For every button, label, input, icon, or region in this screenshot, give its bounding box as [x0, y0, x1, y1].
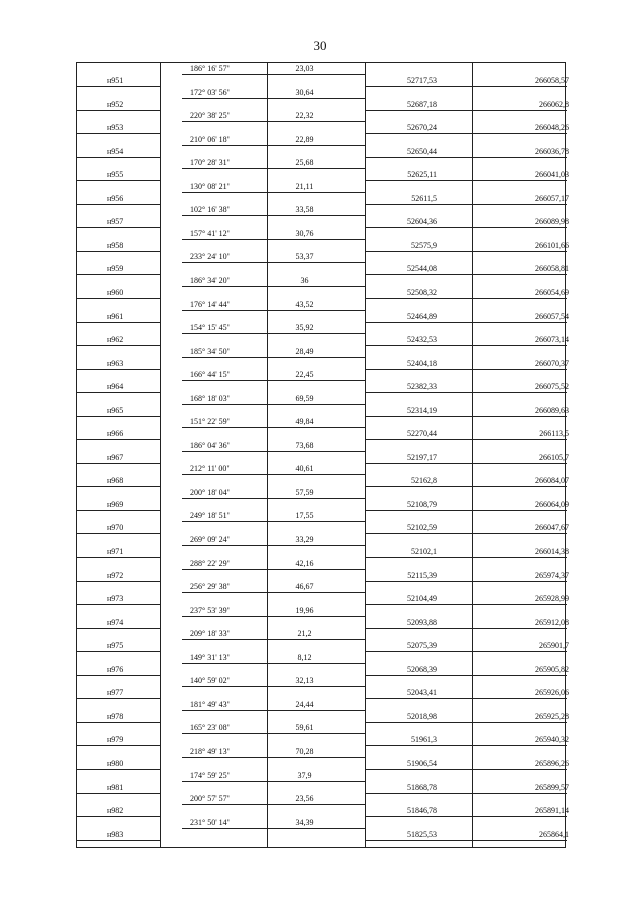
- bearing-angle: 102° 16' 38": [190, 205, 230, 215]
- point-label: н969: [107, 499, 124, 509]
- coordinate-x: 52575,9: [411, 240, 437, 250]
- row-rule: [365, 816, 567, 817]
- row-rule: [77, 439, 160, 440]
- row-rule: [182, 451, 365, 452]
- coordinate-x: 52670,24: [407, 123, 437, 133]
- coordinate-y: 266054,69: [535, 287, 569, 297]
- bearing-angle: 140° 59' 02": [190, 676, 230, 686]
- row-rule: [365, 110, 567, 111]
- page-number: 30: [313, 38, 327, 53]
- segment-length: 28,49: [295, 346, 314, 356]
- column-divider: [160, 63, 161, 847]
- segment-length: 33,29: [295, 535, 314, 544]
- row-rule: [365, 392, 567, 393]
- bearing-angle: 269° 09' 24": [190, 535, 230, 544]
- point-label: н979: [107, 735, 124, 745]
- point-label: н956: [107, 193, 124, 203]
- coordinate-x: 52104,49: [407, 594, 437, 604]
- row-rule: [77, 769, 160, 770]
- segment-length: 32,13: [295, 676, 314, 686]
- row-rule: [182, 74, 365, 75]
- bearing-angle: 130° 08' 21": [190, 181, 230, 191]
- row-rule: [365, 486, 567, 487]
- segment-length: 24,44: [295, 699, 314, 709]
- coordinate-y: 265912,08: [535, 617, 569, 627]
- bearing-angle: 149° 31' 13": [190, 652, 230, 662]
- row-rule: [77, 322, 160, 323]
- row-rule: [365, 416, 567, 417]
- row-rule: [365, 274, 567, 275]
- row-rule: [182, 663, 365, 664]
- point-label: н972: [107, 570, 124, 580]
- coordinate-x: 52018,98: [407, 711, 437, 721]
- row-rule: [365, 133, 567, 134]
- row-rule: [365, 793, 567, 794]
- row-rule: [77, 675, 160, 676]
- row-rule: [77, 345, 160, 346]
- row-rule: [365, 675, 567, 676]
- bearing-angle: 186° 34' 20": [190, 275, 230, 285]
- row-rule: [182, 710, 365, 711]
- point-label: н982: [107, 806, 124, 816]
- point-label: н980: [107, 758, 124, 768]
- row-rule: [182, 215, 365, 216]
- row-rule: [77, 628, 160, 629]
- row-rule: [365, 745, 567, 746]
- row-rule: [77, 298, 160, 299]
- coordinate-y: 266058,81: [535, 264, 569, 274]
- row-rule: [77, 86, 160, 87]
- coordinate-x: 52508,32: [407, 287, 437, 297]
- coordinate-x: 52102,1: [411, 547, 437, 556]
- coordinate-y: 266014,38: [535, 547, 569, 556]
- segment-length: 70,28: [295, 746, 314, 756]
- segment-length: 73,68: [295, 440, 314, 450]
- coordinate-x: 52102,59: [407, 523, 437, 533]
- bearing-angle: 157° 41' 12": [190, 228, 230, 238]
- coordinate-y: 266089,98: [535, 217, 569, 227]
- row-rule: [365, 439, 567, 440]
- coordinate-x: 52162,8: [411, 476, 437, 486]
- coordinate-x: 52068,39: [407, 664, 437, 674]
- row-rule: [182, 686, 365, 687]
- row-rule: [182, 121, 365, 122]
- segment-length: 17,55: [295, 511, 314, 521]
- coordinate-x: 52115,39: [407, 570, 437, 580]
- row-rule: [77, 722, 160, 723]
- segment-length: 22,89: [295, 134, 314, 144]
- row-rule: [182, 545, 365, 546]
- segment-length: 22,45: [295, 370, 314, 380]
- coordinate-y: 265926,06: [535, 688, 569, 698]
- coordinate-x: 52093,88: [407, 617, 437, 627]
- segment-length: 42,16: [295, 558, 314, 568]
- row-rule: [182, 98, 365, 99]
- coordinate-y: 266073,14: [535, 335, 569, 345]
- row-rule: [365, 322, 567, 323]
- point-label: н976: [107, 664, 124, 674]
- point-label: н968: [107, 476, 124, 486]
- coordinate-x: 52611,5: [411, 193, 437, 203]
- row-rule: [182, 781, 365, 782]
- coordinate-y: 266057,17: [535, 193, 569, 203]
- row-rule: [182, 380, 365, 381]
- point-label: н971: [107, 547, 124, 556]
- segment-length: 53,37: [295, 252, 314, 262]
- row-rule: [182, 239, 365, 240]
- bearing-angle: 220° 38' 25": [190, 111, 230, 121]
- segment-length: 8,12: [297, 652, 312, 662]
- row-rule: [77, 604, 160, 605]
- row-rule: [365, 251, 567, 252]
- coordinate-y: 265891,14: [535, 806, 569, 816]
- segment-length: 40,61: [295, 464, 314, 474]
- bearing-angle: 172° 03' 56": [190, 87, 230, 97]
- point-label: н978: [107, 711, 124, 721]
- bearing-angle: 249° 18' 51": [190, 511, 230, 521]
- row-rule: [182, 733, 365, 734]
- row-rule: [365, 651, 567, 652]
- row-rule: [182, 592, 365, 593]
- row-rule: [77, 533, 160, 534]
- point-label: н977: [107, 688, 124, 698]
- row-rule: [77, 227, 160, 228]
- row-rule: [182, 286, 365, 287]
- coordinate-x: 52544,08: [407, 264, 437, 274]
- coordinate-y: 265940,32: [535, 735, 569, 745]
- coordinate-y: 265901,7: [539, 641, 569, 651]
- row-rule: [182, 521, 365, 522]
- row-rule: [77, 793, 160, 794]
- segment-length: 37,9: [297, 770, 312, 780]
- survey-table: [76, 62, 569, 848]
- point-label: н966: [107, 429, 124, 439]
- bearing-angle: 176° 14' 44": [190, 299, 230, 309]
- row-rule: [365, 840, 567, 841]
- coordinate-y: 266036,78: [535, 146, 569, 156]
- coordinate-y: 266101,66: [535, 240, 569, 250]
- coordinate-y: 266089,63: [535, 405, 569, 415]
- point-label: н963: [107, 358, 124, 368]
- row-rule: [77, 651, 160, 652]
- coordinate-x: 52604,36: [407, 217, 437, 227]
- row-rule: [182, 262, 365, 263]
- point-label: н957: [107, 217, 124, 227]
- row-rule: [77, 180, 160, 181]
- coordinate-y: 266105,7: [539, 452, 569, 462]
- point-label: н958: [107, 240, 124, 250]
- segment-length: 49,84: [295, 417, 314, 427]
- row-rule: [77, 204, 160, 205]
- row-rule: [77, 557, 160, 558]
- point-label: н983: [107, 829, 124, 839]
- bearing-angle: 174° 59' 25": [190, 770, 230, 780]
- bearing-angle: 154° 15' 45": [190, 323, 230, 333]
- coordinate-y: 265899,57: [535, 782, 569, 792]
- bearing-angle: 186° 04' 36": [190, 440, 230, 450]
- bearing-angle: 165° 23' 08": [190, 723, 230, 733]
- coordinate-y: 266047,67: [535, 523, 569, 533]
- coordinate-x: 51961,3: [411, 735, 437, 745]
- coordinate-x: 52314,19: [407, 405, 437, 415]
- coordinate-y: 266057,54: [535, 311, 569, 321]
- point-label: н975: [107, 641, 124, 651]
- coordinate-x: 52717,53: [407, 76, 437, 85]
- coordinate-x: 52432,53: [407, 335, 437, 345]
- point-label: н953: [107, 123, 124, 133]
- row-rule: [365, 628, 567, 629]
- coordinate-x: 51825,53: [407, 829, 437, 839]
- row-rule: [182, 569, 365, 570]
- row-rule: [182, 310, 365, 311]
- row-rule: [365, 722, 567, 723]
- row-rule: [77, 157, 160, 158]
- segment-length: 30,64: [295, 87, 314, 97]
- coordinate-x: 51906,54: [407, 758, 437, 768]
- row-rule: [182, 192, 365, 193]
- point-label: н974: [107, 617, 124, 627]
- point-label: н961: [107, 311, 124, 321]
- coordinate-y: 266075,52: [535, 382, 569, 392]
- coordinate-y: 265974,37: [535, 570, 569, 580]
- bearing-angle: 170° 28' 31": [190, 158, 230, 168]
- segment-length: 59,61: [295, 723, 314, 733]
- segment-length: 21,2: [297, 629, 312, 639]
- row-rule: [365, 769, 567, 770]
- segment-length: 19,96: [295, 605, 314, 615]
- row-rule: [365, 581, 567, 582]
- point-label: н951: [107, 76, 124, 85]
- point-label: н960: [107, 287, 124, 297]
- coordinate-y: 266058,57: [535, 76, 569, 85]
- row-rule: [365, 204, 567, 205]
- coordinate-x: 52075,39: [407, 641, 437, 651]
- row-rule: [182, 404, 365, 405]
- row-rule: [182, 333, 365, 334]
- coordinate-x: 52382,33: [407, 382, 437, 392]
- segment-length: 33,58: [295, 205, 314, 215]
- row-rule: [182, 757, 365, 758]
- row-rule: [365, 604, 567, 605]
- coordinate-y: 265928,99: [535, 594, 569, 604]
- point-label: н955: [107, 170, 124, 180]
- coordinate-x: 52404,18: [407, 358, 437, 368]
- bearing-angle: 200° 18' 04": [190, 487, 230, 497]
- segment-length: 69,59: [295, 393, 314, 403]
- row-rule: [77, 698, 160, 699]
- point-label: н962: [107, 335, 124, 345]
- row-rule: [182, 427, 365, 428]
- coordinate-x: 52108,79: [407, 499, 437, 509]
- row-rule: [182, 168, 365, 169]
- bearing-angle: 231° 50' 14": [190, 817, 230, 827]
- segment-length: 22,32: [295, 111, 314, 121]
- row-rule: [365, 86, 567, 87]
- coordinate-y: 265925,28: [535, 711, 569, 721]
- row-rule: [182, 474, 365, 475]
- bearing-angle: 233° 24' 10": [190, 252, 230, 262]
- coordinate-x: 52687,18: [407, 99, 437, 109]
- coordinate-x: 52625,11: [407, 170, 437, 180]
- row-rule: [365, 180, 567, 181]
- bearing-angle: 212° 11' 00": [190, 464, 230, 474]
- coordinate-y: 266041,03: [535, 170, 569, 180]
- coordinate-x: 52464,89: [407, 311, 437, 321]
- bearing-angle: 288° 22' 29": [190, 558, 230, 568]
- point-label: н965: [107, 405, 124, 415]
- coordinate-y: 266048,26: [535, 123, 569, 133]
- row-rule: [365, 698, 567, 699]
- segment-length: 43,52: [295, 299, 314, 309]
- segment-length: 34,39: [295, 817, 314, 827]
- bearing-angle: 256° 29' 38": [190, 582, 230, 592]
- row-rule: [182, 804, 365, 805]
- bearing-angle: 186° 16' 57": [190, 64, 230, 73]
- row-rule: [365, 557, 567, 558]
- segment-length: 36: [300, 275, 309, 285]
- row-rule: [77, 486, 160, 487]
- row-rule: [365, 369, 567, 370]
- point-label: н959: [107, 264, 124, 274]
- coordinate-x: 52270,44: [407, 429, 437, 439]
- coordinate-y: 266113,5: [539, 429, 569, 439]
- segment-length: 46,67: [295, 582, 314, 592]
- row-rule: [182, 828, 365, 829]
- segment-length: 57,59: [295, 487, 314, 497]
- row-rule: [77, 840, 160, 841]
- row-rule: [182, 616, 365, 617]
- point-label: н954: [107, 146, 124, 156]
- bearing-angle: 181° 49' 43": [190, 699, 230, 709]
- coordinate-x: 52650,44: [407, 146, 437, 156]
- bearing-angle: 166° 44' 15": [190, 370, 230, 380]
- point-label: н981: [107, 782, 124, 792]
- row-rule: [77, 110, 160, 111]
- coordinate-y: 266064,09: [535, 499, 569, 509]
- row-rule: [77, 745, 160, 746]
- row-rule: [77, 816, 160, 817]
- point-label: н973: [107, 594, 124, 604]
- row-rule: [365, 157, 567, 158]
- coordinate-x: 51868,78: [407, 782, 437, 792]
- coordinate-y: 266070,37: [535, 358, 569, 368]
- coordinate-x: 52197,17: [407, 452, 437, 462]
- bearing-angle: 209° 18' 33": [190, 629, 230, 639]
- row-rule: [77, 463, 160, 464]
- coordinate-y: 266084,07: [535, 476, 569, 486]
- row-rule: [77, 581, 160, 582]
- row-rule: [182, 498, 365, 499]
- segment-length: 23,56: [295, 794, 314, 804]
- bearing-angle: 200° 57' 57": [190, 794, 230, 804]
- coordinate-y: 265896,26: [535, 758, 569, 768]
- coordinate-x: 51846,78: [407, 806, 437, 816]
- row-rule: [365, 298, 567, 299]
- row-rule: [182, 639, 365, 640]
- row-rule: [365, 533, 567, 534]
- coordinate-x: 52043,41: [407, 688, 437, 698]
- segment-length: 25,68: [295, 158, 314, 168]
- point-label: н967: [107, 452, 124, 462]
- row-rule: [365, 227, 567, 228]
- coordinate-y: 265905,82: [535, 664, 569, 674]
- segment-length: 21,11: [295, 181, 314, 191]
- segment-length: 23,03: [295, 64, 314, 73]
- segment-length: 30,76: [295, 228, 314, 238]
- row-rule: [77, 251, 160, 252]
- bearing-angle: 185° 34' 50": [190, 346, 230, 356]
- row-rule: [77, 274, 160, 275]
- row-rule: [365, 463, 567, 464]
- row-rule: [77, 369, 160, 370]
- coordinate-y: 266062,8: [539, 99, 569, 109]
- bearing-angle: 237° 53' 39": [190, 605, 230, 615]
- bearing-angle: 218° 49' 13": [190, 746, 230, 756]
- point-label: н952: [107, 99, 124, 109]
- row-rule: [77, 392, 160, 393]
- row-rule: [365, 345, 567, 346]
- bearing-angle: 168° 18' 03": [190, 393, 230, 403]
- bearing-angle: 151° 22' 59": [190, 417, 230, 427]
- segment-length: 35,92: [295, 323, 314, 333]
- point-label: н964: [107, 382, 124, 392]
- row-rule: [77, 416, 160, 417]
- row-rule: [77, 133, 160, 134]
- point-label: н970: [107, 523, 124, 533]
- bearing-angle: 210° 06' 18": [190, 134, 230, 144]
- row-rule: [182, 357, 365, 358]
- row-rule: [365, 510, 567, 511]
- row-rule: [182, 145, 365, 146]
- row-rule: [77, 510, 160, 511]
- coordinate-y: 265864,1: [539, 829, 569, 839]
